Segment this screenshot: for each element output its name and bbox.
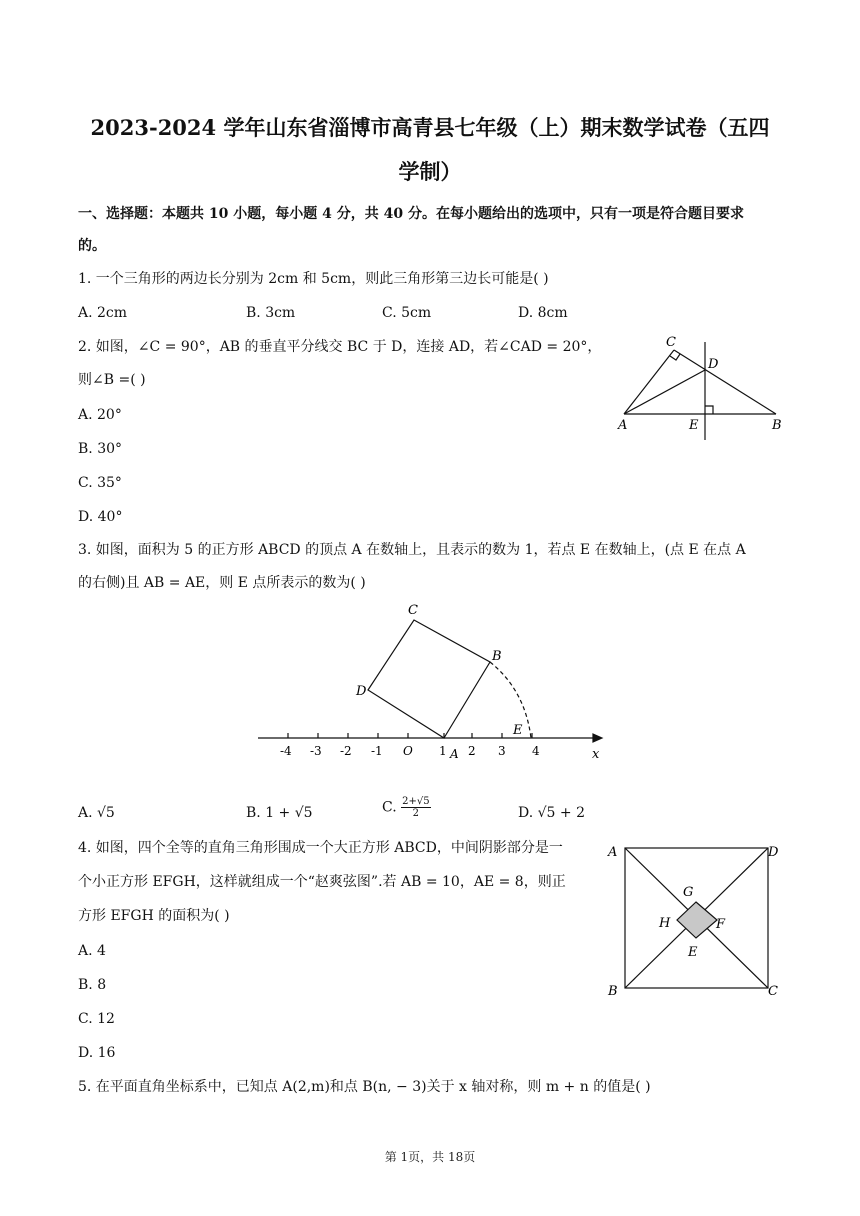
q3-option-c-fraction	[401, 796, 430, 819]
q1-option-a: A. 2cm	[78, 305, 128, 321]
question-2-stem-cont: 则∠B =( )	[78, 372, 146, 388]
tick-label-origin: O	[403, 744, 413, 758]
question-2-stem: 2. 如图，∠C = 90°，AB 的垂直平分线交 BC 于 D，连接 AD，若∠CAD = 20°，	[78, 339, 602, 355]
question-3-stem-cont: 的右侧)且 AB = AE，则 E 点所表示的数为( )	[78, 575, 366, 591]
tick-label-neg4: -4	[280, 744, 292, 758]
q4-label-a: A	[608, 845, 618, 860]
q2-label-e: E	[689, 418, 699, 433]
section-heading: 一、选择题：本题共 10 小题，每小题 4 分，共 40 分。在每小题给出的选项中，只有一项是符合题目要求	[78, 206, 744, 222]
q2-option-d: D. 40°	[78, 509, 123, 525]
q4-label-g: G	[683, 885, 694, 900]
tick-label-neg1: -1	[371, 744, 383, 758]
q3-option-d: D. √5 + 2	[518, 805, 585, 821]
q2-option-b: B. 30°	[78, 441, 123, 457]
question-3-stem: 3. 如图，面积为 5 的正方形 ABCD 的顶点 A 在数轴上，且表示的数为 1，若点 E 在数轴上，(点 E 在点 A	[78, 542, 746, 558]
tick-label-1: 1	[439, 744, 447, 758]
q2-label-d: D	[708, 357, 719, 372]
q4-option-c: C. 12	[78, 1011, 115, 1027]
q3-option-c-numerator: 2+√5	[402, 796, 430, 807]
q2-option-a: A. 20°	[78, 407, 122, 423]
q1-option-c: C. 5cm	[382, 305, 432, 321]
section-heading-cont: 的。	[78, 238, 106, 254]
q4-zhao-shuang-figure	[600, 838, 790, 1003]
q4-label-d: D	[768, 845, 779, 860]
q2-label-c: C	[666, 335, 676, 350]
q3-option-c-prefix: C.	[382, 799, 397, 816]
q4-option-a: A. 4	[78, 943, 106, 959]
q3-option-b: B. 1 + √5	[246, 805, 313, 821]
exam-title-line2: 学制）	[398, 159, 462, 184]
q4-label-h: H	[659, 916, 671, 931]
question-4-stem-cont: 个小正方形 EFGH，这样就组成一个“赵爽弦图”.若 AB = 10，AE = 8，则正	[78, 874, 566, 890]
q3-label-e: E	[513, 723, 523, 738]
question-4-stem-cont2: 方形 EFGH 的面积为( )	[78, 908, 230, 924]
q3-option-c	[382, 796, 431, 819]
q4-label-e: E	[688, 945, 698, 960]
page-footer: 第 1页，共 18页	[384, 1150, 476, 1164]
q4-label-f: F	[716, 917, 726, 932]
q3-option-c-denominator: 2	[412, 808, 420, 819]
q2-label-b: B	[772, 418, 782, 433]
tick-label-3: 3	[498, 744, 506, 758]
q1-option-b: B. 3cm	[246, 305, 296, 321]
q4-label-c: C	[768, 984, 778, 999]
q4-option-b: B. 8	[78, 977, 107, 993]
q2-triangle-figure	[610, 330, 790, 445]
q4-option-d: D. 16	[78, 1045, 116, 1061]
q3-label-a: A	[450, 747, 459, 761]
question-1-stem: 1. 一个三角形的两边长分别为 2cm 和 5cm，则此三角形第三边长可能是( )	[78, 271, 549, 287]
q4-label-b: B	[608, 984, 618, 999]
q3-option-a: A. √5	[78, 805, 115, 821]
q3-label-x: x	[592, 747, 600, 762]
exam-title-line1: 2023-2024 学年山东省淄博市高青县七年级（上）期末数学试卷（五四	[90, 115, 770, 140]
q2-label-a: A	[618, 418, 628, 433]
question-5-stem: 5. 在平面直角坐标系中，已知点 A(2,m)和点 B(n, − 3)关于 x 轴对称，则 m + n 的值是( )	[78, 1079, 651, 1095]
q1-option-d: D. 8cm	[518, 305, 568, 321]
tick-label-2: 2	[468, 744, 476, 758]
question-4-stem: 4. 如图，四个全等的直角三角形围成一个大正方形 ABCD，中间阴影部分是一	[78, 840, 563, 856]
q3-label-b: B	[492, 649, 502, 664]
tick-label-4: 4	[532, 744, 540, 758]
q3-label-d: D	[356, 684, 367, 699]
tick-label-neg3: -3	[310, 744, 322, 758]
q2-option-c: C. 35°	[78, 475, 122, 491]
q3-number-line-figure	[250, 600, 620, 770]
tick-label-neg2: -2	[340, 744, 352, 758]
q3-label-c: C	[408, 603, 418, 618]
